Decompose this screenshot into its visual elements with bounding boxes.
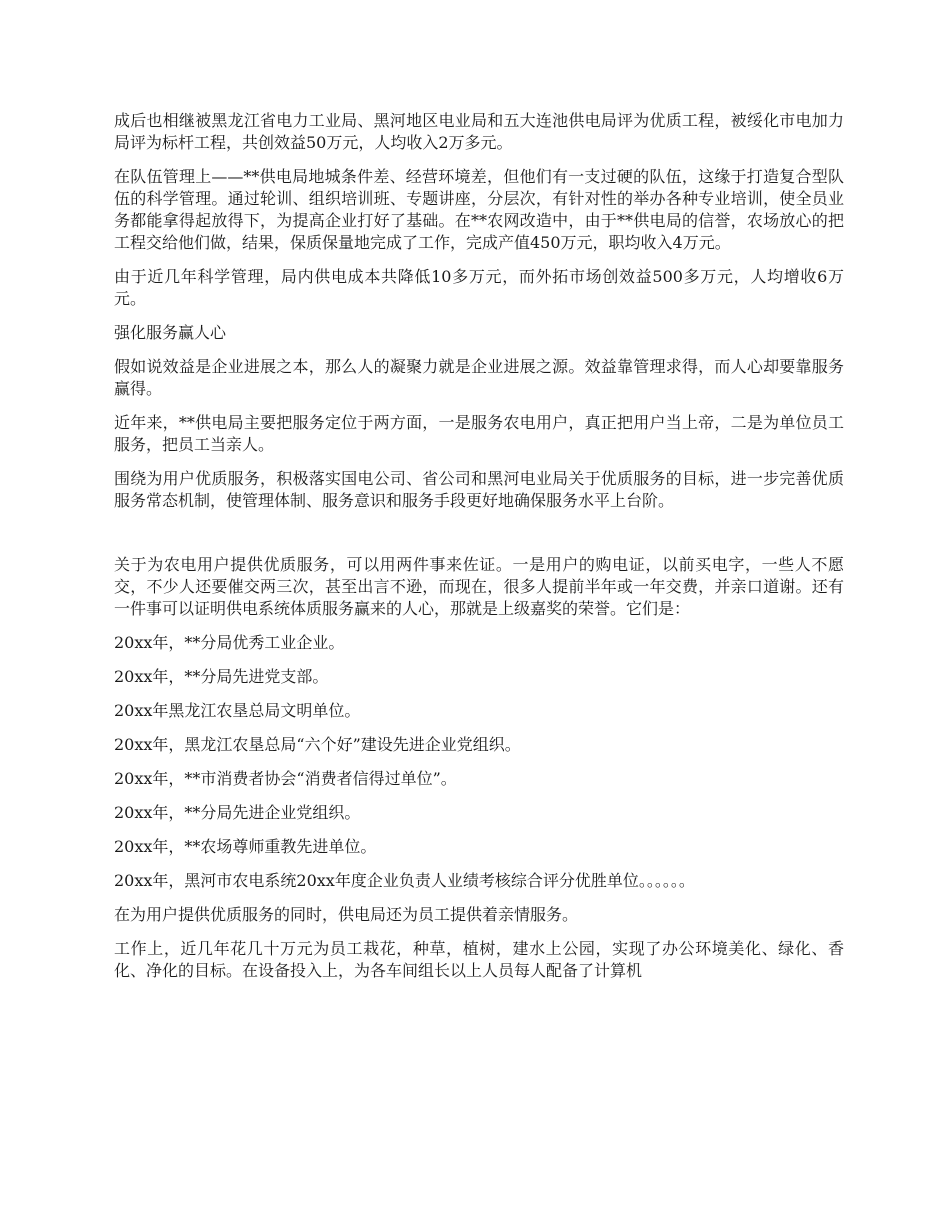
paragraph: 工作上，近几年花几十万元为员工栽花，种草，植树，建水上公园，实现了办公环境美化、绿化、香化、净化的目标。在设备投入上，为各车间组长以上人员每人配备了计算机 — [114, 939, 844, 980]
document-page — [114, 110, 844, 994]
honor-list-item: 20xx年黑龙江农垦总局文明单位。 — [114, 701, 361, 720]
honor-list-item: 20xx年，**市消费者协会“消费者信得过单位”。 — [114, 769, 457, 788]
honor-list-item: 20xx年，**农场尊师重教先进单位。 — [114, 837, 377, 856]
paragraph: 假如说效益是企业进展之本，那么人的凝聚力就是企业进展之源。效益靠管理求得，而人心却要靠服务赢得。 — [114, 357, 844, 398]
paragraph: 在为用户提供优质服务的同时，供电局还为员工提供着亲情服务。 — [114, 905, 579, 924]
paragraph: 由于近几年科学管理，局内供电成本共降低10多万元，而外拓市场创效益500多万元，人均增收6万元。 — [114, 267, 844, 308]
section-heading: 强化服务赢人心 — [114, 323, 227, 342]
honor-list-item: 20xx年，黑龙江农垦总局“六个好”建设先进企业党组织。 — [114, 735, 521, 754]
paragraph: 成后也相继被黑龙江省电力工业局、黑河地区电业局和五大连池供电局评为优质工程，被绥化市电加力局评为标杆工程，共创效益50万元，人均收入2万多元。 — [114, 111, 844, 152]
paragraph: 围绕为用户优质服务，积极落实国电公司、省公司和黑河电业局关于优质服务的目标，进一步完善优质服务常态机制，使管理体制、服务意识和服务手段更好地确保服务水平上台阶。 — [114, 469, 844, 510]
honor-list-item: 20xx年，**分局先进企业党组织。 — [114, 803, 361, 822]
paragraph: 近年来，**供电局主要把服务定位于两方面，一是服务农电用户，真正把用户当上帝，二是为单位员工服务，把员工当亲人。 — [114, 413, 844, 454]
honor-list-item: 20xx年，**分局先进党支部。 — [114, 667, 329, 686]
honor-list-item: 20xx年，黑河市农电系统20xx年度企业负责人业绩考核综合评分优胜单位。。。。。。 — [114, 871, 695, 890]
paragraph: 关于为农电用户提供优质服务，可以用两件事来佐证。一是用户的购电证，以前买电字，一些人不愿交，不少人还要催交两三次，甚至出言不逊，而现在，很多人提前半年或一年交费，并亲口道谢。还有一件事可以证明供电系统体质服务赢来的人心，那就是上级嘉奖的荣誉。它们是： — [114, 555, 844, 618]
honor-list-item: 20xx年，**分局优秀工业企业。 — [114, 633, 345, 652]
paragraph: 在队伍管理上——**供电局地城条件差、经营环境差，但他们有一支过硬的队伍，这缘于打造复合型队伍的科学管理。通过轮训、组织培训班、专题讲座，分层次，有针对性的举办各种专业培训，使全员业务都能拿得起放得下，为提高企业打好了基础。在**农网改造中，由于**供电局的信誉，农场放心的把工程交给他们做，结果，保质保量地完成了工作，完成产值450万元，职均收入4万元。 — [114, 167, 844, 252]
